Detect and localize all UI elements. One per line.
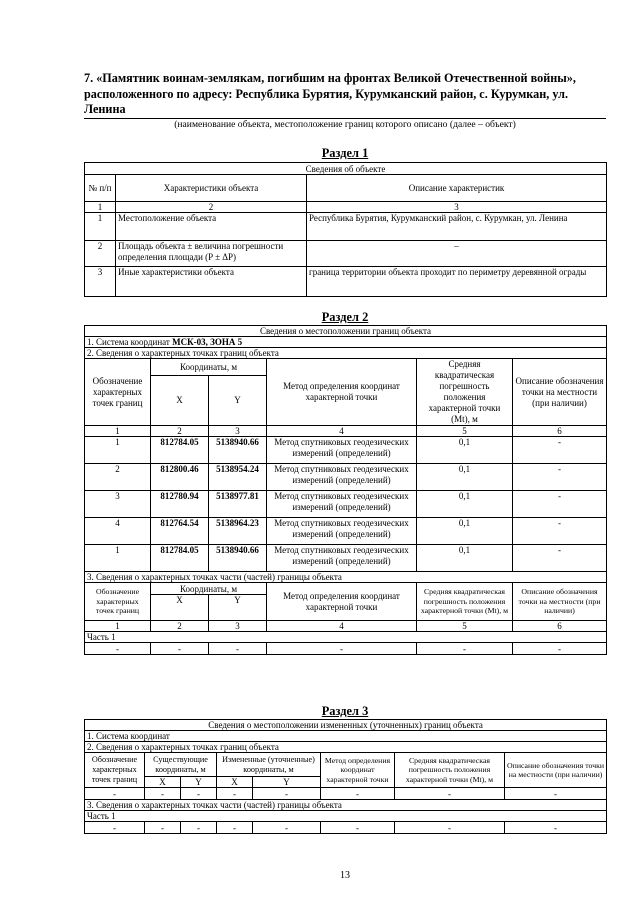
empty-cell: -	[417, 643, 513, 655]
row-number: 2	[85, 241, 116, 267]
point-y: 5138940.66	[209, 545, 267, 572]
point-x: 812780.94	[151, 491, 209, 518]
col-existing-header: Существующие координаты, м	[145, 753, 217, 777]
row-number: 1	[85, 213, 116, 241]
table-row	[85, 213, 607, 241]
col-number-header: № п/п	[85, 175, 116, 202]
point-error: 0,1	[417, 464, 513, 491]
row-characteristic: Иные характеристики объекта	[116, 267, 307, 297]
empty-cell: -	[181, 822, 217, 834]
coordinate-system-label: 1. Система координат	[87, 337, 170, 347]
table-row	[85, 788, 607, 800]
table-row	[85, 437, 607, 464]
section-2-table-title: Сведения о местоположении границ объекта	[85, 326, 607, 337]
index-cell: 5	[417, 621, 513, 632]
part-label: Часть 1	[85, 811, 607, 822]
table-row	[85, 822, 607, 834]
index-cell: 3	[307, 202, 607, 213]
points-title: 2. Сведения о характерных точках границ объекта	[85, 742, 607, 753]
col-descr-header: Описание обозначения точки на местности (при наличии)	[513, 583, 607, 621]
point-name: 1	[85, 545, 151, 572]
row-description: Республика Бурятия, Курумканский район, с. Курумкан, ул. Ленина	[307, 213, 607, 241]
index-cell: 5	[417, 426, 513, 437]
col-method-header: Метод определения координат характерной точки	[267, 359, 417, 426]
empty-cell: -	[85, 822, 145, 834]
empty-cell: -	[267, 643, 417, 655]
empty-cell: -	[513, 643, 607, 655]
empty-cell: -	[321, 788, 395, 800]
col-descr-header: Описание обозначения точки на местности (при наличии)	[505, 753, 607, 788]
point-descr: -	[513, 545, 607, 572]
empty-cell: -	[395, 822, 505, 834]
col-error-header: Средняя квадратическая погрешность положения характерной точки (Mt), м	[417, 359, 513, 426]
object-title: 7. «Памятник воинам-землякам, погибшим на фронтах Великой Отечественной войны», расположенного по адресу: Республика Бурятия, Курумканский район, с. Курумкан, ул. Ленина	[84, 71, 576, 116]
empty-cell: -	[145, 788, 181, 800]
point-method: Метод спутниковых геодезических измерений (определений)	[267, 464, 417, 491]
index-cell: 1	[85, 426, 151, 437]
col-method-header: Метод определения координат характерной точки	[321, 753, 395, 788]
table-row	[85, 267, 607, 297]
col-y-header: Y	[253, 777, 321, 788]
index-cell: 3	[209, 426, 267, 437]
point-x: 812784.05	[151, 437, 209, 464]
col-point-header: Обозначение характерных точек границ	[85, 753, 145, 788]
index-cell: 2	[151, 621, 209, 632]
empty-cell: -	[209, 643, 267, 655]
coordinate-system-label: 1. Система координат	[85, 731, 607, 742]
table-row	[85, 545, 607, 572]
col-x-header: X	[151, 595, 209, 621]
index-cell: 2	[151, 426, 209, 437]
point-method: Метод спутниковых геодезических измерений (определений)	[267, 545, 417, 572]
point-name: 2	[85, 464, 151, 491]
index-cell: 3	[209, 621, 267, 632]
index-cell: 2	[116, 202, 307, 213]
empty-cell: -	[505, 788, 607, 800]
parts-title: 3. Сведения о характерных точках части (частей) границы объекта	[85, 572, 607, 583]
empty-cell: -	[85, 643, 151, 655]
parts-title: 3. Сведения о характерных точках части (частей) границы объекта	[85, 800, 607, 811]
table-row	[85, 643, 607, 655]
point-method: Метод спутниковых геодезических измерений (определений)	[267, 491, 417, 518]
point-y: 5138954.24	[209, 464, 267, 491]
section-1-table	[84, 162, 607, 297]
col-x-header: X	[151, 375, 209, 425]
part-label: Часть 1	[85, 632, 607, 643]
col-error-header: Средняя квадратическая погрешность положения характерной точки (Mt), м	[417, 583, 513, 621]
point-error: 0,1	[417, 437, 513, 464]
col-error-header: Средняя квадратическая погрешность положения характерной точки (Mt), м	[395, 753, 505, 788]
col-coords-header: Координаты, м	[151, 359, 267, 376]
empty-cell: -	[395, 788, 505, 800]
section-3-table	[84, 719, 607, 834]
col-description-header: Описание характеристик	[307, 175, 607, 202]
page-number: 13	[340, 870, 350, 881]
col-point-header: Обозначение характерных точек границ	[85, 359, 151, 426]
index-cell: 6	[513, 426, 607, 437]
table-row	[85, 491, 607, 518]
empty-cell: -	[151, 643, 209, 655]
index-cell: 1	[85, 621, 151, 632]
col-characteristics-header: Характеристики объекта	[116, 175, 307, 202]
empty-cell: -	[253, 788, 321, 800]
section-1-title: Раздел 1	[321, 146, 369, 160]
row-description: граница территории объекта проходит по периметру деревянной ограды	[307, 267, 607, 297]
section-2-table	[84, 325, 607, 655]
point-y: 5138940.66	[209, 437, 267, 464]
point-method: Метод спутниковых геодезических измерений (определений)	[267, 437, 417, 464]
col-descr-header: Описание обозначения точки на местности (при наличии)	[513, 359, 607, 426]
points-title: 2. Сведения о характерных точках границ объекта	[85, 348, 607, 359]
point-descr: -	[513, 437, 607, 464]
table-row	[85, 518, 607, 545]
index-cell: 1	[85, 202, 116, 213]
point-descr: -	[513, 518, 607, 545]
empty-cell: -	[85, 788, 145, 800]
empty-cell: -	[217, 822, 253, 834]
point-y: 5138964.23	[209, 518, 267, 545]
point-method: Метод спутниковых геодезических измерений (определений)	[267, 518, 417, 545]
col-y-header: Y	[209, 375, 267, 425]
col-method-header: Метод определения координат характерной точки	[267, 583, 417, 621]
point-error: 0,1	[417, 491, 513, 518]
table-row	[85, 464, 607, 491]
section-1-table-title: Сведения об объекте	[85, 163, 607, 175]
col-y-header: Y	[209, 595, 267, 621]
point-x: 812800.46	[151, 464, 209, 491]
col-changed-header: Измененные (уточненные) координаты, м	[217, 753, 321, 777]
col-x-header: X	[217, 777, 253, 788]
empty-cell: -	[217, 788, 253, 800]
section-3-title: Раздел 3	[321, 704, 369, 718]
col-point-header: Обозначение характерных точек границ	[85, 583, 151, 621]
empty-cell: -	[505, 822, 607, 834]
col-coords-header: Координаты, м	[151, 583, 267, 595]
col-y-header: Y	[181, 777, 217, 788]
point-name: 1	[85, 437, 151, 464]
point-name: 3	[85, 491, 151, 518]
point-y: 5138977.81	[209, 491, 267, 518]
empty-cell: -	[145, 822, 181, 834]
empty-cell: -	[321, 822, 395, 834]
point-x: 812764.54	[151, 518, 209, 545]
point-x: 812784.05	[151, 545, 209, 572]
object-title-caption: (наименование объекта, местоположение границ которого описано (далее – объект)	[174, 119, 516, 130]
empty-cell: -	[181, 788, 217, 800]
point-descr: -	[513, 464, 607, 491]
col-x-header: X	[145, 777, 181, 788]
coordinate-system-value: МСК-03, ЗОНА 5	[172, 337, 243, 347]
row-characteristic: Местоположение объекта	[116, 213, 307, 241]
section-3-table-title: Сведения о местоположении измененных (уточненных) границ объекта	[85, 720, 607, 731]
index-cell: 4	[267, 621, 417, 632]
point-error: 0,1	[417, 545, 513, 572]
point-error: 0,1	[417, 518, 513, 545]
point-name: 4	[85, 518, 151, 545]
row-characteristic: Площадь объекта ± величина погрешности определения площади (P ± ΔP)	[116, 241, 307, 267]
section-2-title: Раздел 2	[321, 310, 369, 324]
index-cell: 6	[513, 621, 607, 632]
row-number: 3	[85, 267, 116, 297]
empty-cell: -	[253, 822, 321, 834]
coordinate-system-row	[85, 337, 607, 348]
point-descr: -	[513, 491, 607, 518]
table-row	[85, 241, 607, 267]
row-description: –	[307, 241, 607, 267]
index-cell: 4	[267, 426, 417, 437]
